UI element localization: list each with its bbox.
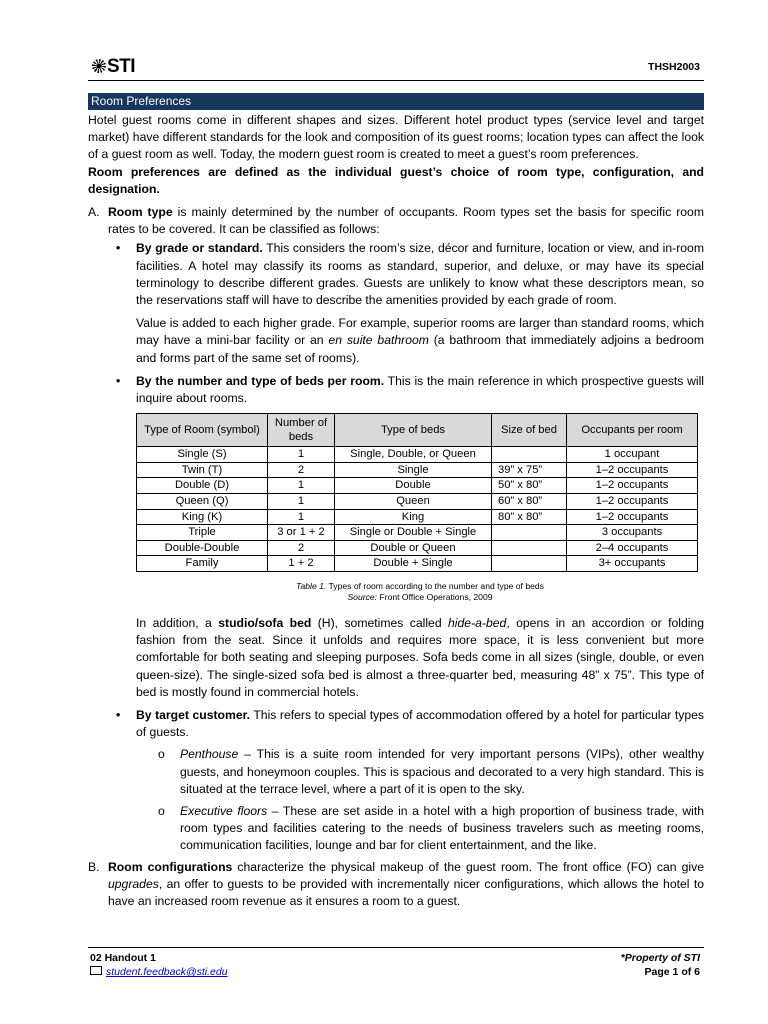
grade-value-paragraph <box>88 315 704 367</box>
table-row <box>137 525 698 541</box>
table-cell: 2 <box>268 462 335 478</box>
executive-floors-text: – These are set aside in a hotel with a high proportion of business trade, with room types and facilities catering to the needs of business travelers such as meeting rooms, communication facilities, lounge and bar for client entertainment, and the like. <box>180 804 704 853</box>
sofa-term: studio/sofa bed <box>218 616 312 630</box>
table-cell: Double or Queen <box>335 540 492 556</box>
sub-item-executive-floors <box>88 803 704 855</box>
table-cell: King (K) <box>137 509 268 525</box>
bullet-target <box>88 707 704 741</box>
bullet-grade-term: By grade or standard. <box>136 241 263 256</box>
value-term: en suite bathroom <box>328 333 429 348</box>
page-header <box>88 58 704 81</box>
source-label: Source: <box>347 592 378 602</box>
value-text-2: (a bathroom that immediately adjoins a bedroom and forms part of the same set of rooms). <box>136 333 704 365</box>
source-line <box>136 592 704 603</box>
sofa-text-3: , opens in an accordion or folding fashion from the seat. Since it unfolds and requires more space, it is less convenient but more comfortable for both seating and sleeping purposes. Sofa beds come in all sizes (single, double, or even queen-size). The single-sized sofa bed is almost a three-quarter bed, measuring 48” x 75”. This type of bed is mostly found in commercial hotels. <box>136 616 704 699</box>
course-code: THSH2003 <box>648 61 700 73</box>
item-a-term: Room type <box>108 205 173 220</box>
col-header-occupants: Occupants per room <box>567 414 698 447</box>
item-b-term: Room configurations <box>108 859 233 874</box>
item-a <box>88 204 704 238</box>
room-types-table <box>136 413 698 572</box>
page-number: Page 1 of 6 <box>644 966 700 978</box>
col-header-type-of-beds: Type of beds <box>335 414 492 447</box>
table-cell: Double + Single <box>335 556 492 572</box>
table-cell: 50” x 80” <box>492 478 567 494</box>
table-row <box>137 462 698 478</box>
table-cell: 3 occupants <box>567 525 698 541</box>
table-cell: 1 <box>268 447 335 463</box>
bullet-target-term: By target customer. <box>136 708 251 723</box>
table-cell: King <box>335 509 492 525</box>
table-cell: 1 <box>268 509 335 525</box>
sti-logo-icon <box>92 59 106 73</box>
table-cell: Double (D) <box>137 478 268 494</box>
table-cell: Single, Double, or Queen <box>335 447 492 463</box>
email-link[interactable]: student.feedback@sti.edu <box>106 966 228 978</box>
table-cell: 1–2 occupants <box>567 509 698 525</box>
col-header-number-of-beds: Number of beds <box>268 414 335 447</box>
section-title: Room Preferences <box>88 93 704 110</box>
table-cell: 1–2 occupants <box>567 478 698 494</box>
bullet-beds <box>88 373 704 407</box>
item-b-marker: B. <box>88 859 100 874</box>
item-b-text-1: characterize the physical makeup of the guest room. The front office (FO) can give <box>232 859 704 874</box>
table-caption <box>136 581 704 603</box>
col-header-room-type: Type of Room (symbol) <box>137 414 268 447</box>
table-cell: 60” x 80” <box>492 494 567 510</box>
table-cell: Double-Double <box>137 540 268 556</box>
table-cell: 1 <box>268 494 335 510</box>
feedback-email <box>90 966 228 978</box>
page-footer <box>88 947 704 978</box>
bullet-grade <box>88 240 704 309</box>
col-header-size-of-bed: Size of bed <box>492 414 567 447</box>
bullet-grade-text: This considers the room’s size, décor and furniture, location or view, and in-room facilities. A hotel may classify its rooms as standard, superior, and deluxe, or may have its special terminology to describe different grades. Guests are unlikely to know what these descriptors mean, so the reservations staff will have to describe the amenities provided by each grade of room. <box>136 241 704 308</box>
bullet-icon: • <box>116 241 121 256</box>
table-cell: 2–4 occupants <box>567 540 698 556</box>
item-a-marker: A. <box>88 205 100 220</box>
bullet-icon: • <box>116 708 121 723</box>
circle-bullet-icon: o <box>158 747 165 762</box>
table-cell <box>492 540 567 556</box>
sofa-bed-paragraph <box>88 615 704 701</box>
table-cell: 1 + 2 <box>268 556 335 572</box>
intro-paragraph <box>88 112 704 198</box>
table-cell <box>492 525 567 541</box>
value-text-1: Value is added to each higher grade. For example, superior rooms are larger than standard rooms, which may have a mini-bar facility or an <box>136 316 704 348</box>
table-cell: Twin (T) <box>137 462 268 478</box>
sub-item-penthouse <box>88 746 704 798</box>
intro-definition: Room preferences are defined as the individual guest’s choice of room type, configuration, and designation. <box>88 164 704 196</box>
item-a-text: is mainly determined by the number of occupants. Room types set the basis for specific room rates to be covered. It can be classified as follows: <box>108 205 704 237</box>
table-cell: Family <box>137 556 268 572</box>
sofa-text-2: (H), sometimes called <box>311 616 449 630</box>
bullet-beds-term: By the number and type of beds per room. <box>136 373 385 388</box>
table-cell: Queen <box>335 494 492 510</box>
table-row <box>137 494 698 510</box>
executive-floors-term: Executive floors <box>180 804 268 819</box>
penthouse-text: – This is a suite room intended for very important persons (VIPs), other wealthy guests, and honeymoon couples. This is spacious and decorated to a very high standard. This is situated at the terrace level, where a part of it is open to the sky. <box>180 747 704 796</box>
table-cell: 1 occupant <box>567 447 698 463</box>
table-cell: Triple <box>137 525 268 541</box>
table-cell: 3+ occupants <box>567 556 698 572</box>
table-cell: 80” x 80” <box>492 509 567 525</box>
table-cell: Single (S) <box>137 447 268 463</box>
caption-text: Types of room according to the number and type of beds <box>326 581 544 591</box>
table-row <box>137 540 698 556</box>
sofa-alias: hide-a-bed <box>448 616 507 630</box>
document-body <box>88 112 704 910</box>
table-cell <box>492 447 567 463</box>
handout-label: 02 Handout 1 <box>90 952 156 964</box>
sofa-text-1: In addition, a <box>136 616 219 630</box>
bullet-target-text: This refers to special types of accommodation offered by a hotel for particular types of guests. <box>136 708 704 740</box>
item-b-upgrades: upgrades <box>108 876 159 891</box>
item-b-text-2: , an offer to guests to be provided with incrementally nicer configurations, which allows the hotel to have an increased room revenue as it ensures a room to a guest. <box>108 876 704 909</box>
penthouse-term: Penthouse <box>180 747 239 762</box>
table-cell: 1 <box>268 478 335 494</box>
source-text: Front Office Operations, 2009 <box>377 592 493 602</box>
table-cell: 1–2 occupants <box>567 494 698 510</box>
bullet-icon: • <box>116 373 121 388</box>
caption-line <box>136 581 704 592</box>
table-row <box>137 556 698 572</box>
bullet-beds-text: This is the main reference in which prospective guests will inquire about rooms. <box>136 373 704 406</box>
table-header-row <box>137 414 698 447</box>
table-body <box>137 447 698 572</box>
table-cell: 3 or 1 + 2 <box>268 525 335 541</box>
item-b <box>88 859 704 911</box>
table-cell: 2 <box>268 540 335 556</box>
document-page <box>88 0 704 1024</box>
table-row <box>137 478 698 494</box>
table-row <box>137 509 698 525</box>
circle-bullet-icon: o <box>158 804 165 819</box>
mail-icon <box>90 966 102 975</box>
table-cell: Single or Double + Single <box>335 525 492 541</box>
table-cell: 39” x 75” <box>492 462 567 478</box>
table-cell: Single <box>335 462 492 478</box>
intro-text: Hotel guest rooms come in different shapes and sizes. Different hotel product types (service level and target market) have different standards for the look and composition of its guest rooms; location types can affect the look of a guest room as well. Today, the modern guest room is created to meet a guest’s room preferences. <box>88 113 704 162</box>
caption-label: Table 1. <box>296 581 327 591</box>
table-cell: Double <box>335 478 492 494</box>
table-cell <box>492 556 567 572</box>
table-cell: Queen (Q) <box>137 494 268 510</box>
property-label: *Property of STI <box>620 952 700 964</box>
table-row <box>137 447 698 463</box>
logo-text: STI <box>107 56 136 77</box>
table-cell: 1–2 occupants <box>567 462 698 478</box>
sti-logo <box>92 56 135 78</box>
